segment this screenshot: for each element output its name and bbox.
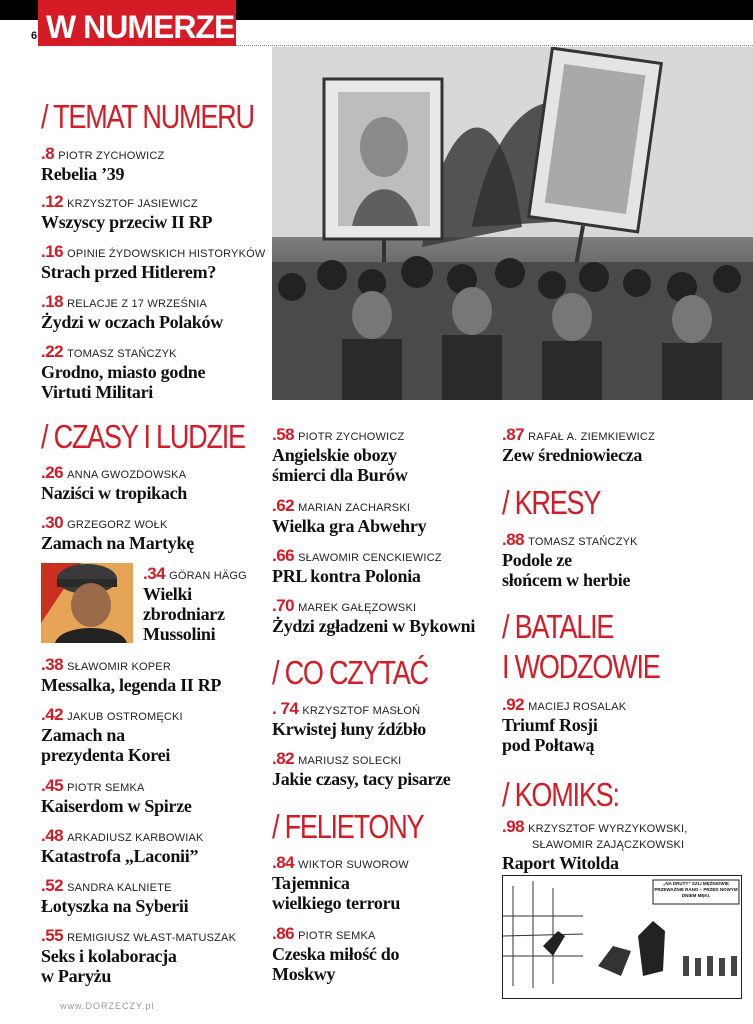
entry-title: Wielka gra Abwehry bbox=[272, 516, 427, 536]
entry-page-number: .87 bbox=[502, 425, 525, 444]
entry-page-number: .18 bbox=[41, 292, 64, 311]
entry-title: Strach przed Hitlerem? bbox=[41, 262, 217, 282]
entry-title-line2: słońcem w herbie bbox=[502, 570, 631, 590]
comic-speech-bubble: „NA DRUTY” SZLI MĘŻNIOWIE PRZEWAŻNIE RANO – PRZED NOWYM DNIEM MĘKI. bbox=[654, 881, 738, 898]
entry-title: Jakie czasy, tacy pisarze bbox=[272, 769, 451, 789]
mussolini-portrait bbox=[41, 563, 133, 643]
entry-page-number: .16 bbox=[41, 242, 64, 261]
section-czasy-i-ludzie: / CZASY I LUDZIE bbox=[41, 418, 245, 455]
entry-author: RELACJE Z 17 WRZEŚNIA bbox=[67, 298, 208, 310]
entry-page-number: .30 bbox=[41, 513, 64, 532]
toc-entry[interactable] bbox=[272, 699, 426, 739]
section-komiks: / KOMIKS: bbox=[502, 776, 619, 813]
header-divider bbox=[236, 45, 753, 46]
cover-photo bbox=[272, 47, 753, 400]
page-header-title: W NUMERZE bbox=[38, 0, 236, 46]
toc-entry[interactable] bbox=[272, 546, 442, 586]
entry-page-number: .92 bbox=[502, 695, 525, 714]
entry-author: KRZYSZTOF MASŁOŃ bbox=[302, 705, 421, 717]
toc-entry[interactable] bbox=[41, 342, 205, 402]
entry-page-number: .66 bbox=[272, 546, 295, 565]
entry-title: Zew średniowiecza bbox=[502, 445, 643, 465]
entry-title: PRL kontra Polonia bbox=[272, 566, 421, 586]
section-batalie-line1: / BATALIE bbox=[502, 608, 614, 645]
entry-author: PIOTR ZYCHOWICZ bbox=[298, 431, 405, 443]
entry-title-line2: wielkiego terroru bbox=[272, 893, 401, 913]
entry-title: Żydzi w oczach Polaków bbox=[41, 312, 223, 332]
toc-entry[interactable] bbox=[41, 705, 183, 765]
toc-entry[interactable] bbox=[272, 496, 426, 536]
toc-entry[interactable] bbox=[272, 924, 399, 984]
entry-author: MARIAN ZACHARSKI bbox=[298, 502, 411, 514]
entry-author: GÖRAN HÄGG bbox=[169, 570, 247, 582]
entry-author: GRZEGORZ WOŁK bbox=[67, 519, 168, 531]
entry-title: Angielskie obozy bbox=[272, 445, 397, 465]
toc-entry[interactable] bbox=[41, 776, 192, 816]
entry-author: PIOTR SEMKA bbox=[67, 782, 145, 794]
entry-page-number: .62 bbox=[272, 496, 295, 515]
entry-title: Zamach na Martykę bbox=[41, 533, 194, 553]
entry-page-number: .26 bbox=[41, 463, 64, 482]
entry-title: Triumf Rosji bbox=[502, 715, 598, 735]
entry-author-line2: SŁAWOMIR ZAJĄCZKOWSKI bbox=[532, 839, 685, 851]
entry-page-number: .55 bbox=[41, 926, 64, 945]
entry-author: SŁAWOMIR CENCKIEWICZ bbox=[298, 552, 442, 564]
entry-page-number: .42 bbox=[41, 705, 64, 724]
entry-title-line2: w Paryżu bbox=[41, 966, 112, 986]
entry-author: ARKADIUSZ KARBOWIAK bbox=[67, 832, 204, 844]
entry-page-number: .38 bbox=[41, 655, 64, 674]
toc-entry[interactable] bbox=[502, 425, 655, 465]
entry-author: JAKUB OSTROMĘCKI bbox=[67, 711, 183, 723]
entry-author: MACIEJ ROSALAK bbox=[528, 701, 627, 713]
entry-author: TOMASZ STAŃCZYK bbox=[67, 348, 177, 360]
section-kresy: / KRESY bbox=[502, 484, 601, 521]
entry-page-number: .88 bbox=[502, 530, 525, 549]
toc-entry[interactable] bbox=[41, 463, 187, 503]
toc-entry[interactable] bbox=[41, 655, 221, 695]
comic-panel bbox=[502, 875, 742, 999]
entry-title-line2: Virtuti Militari bbox=[41, 382, 153, 402]
entry-title: Seks i kolaboracja bbox=[41, 946, 177, 966]
toc-entry[interactable] bbox=[41, 242, 265, 282]
toc-entry[interactable] bbox=[41, 192, 212, 232]
entry-title: Tajemnica bbox=[272, 873, 350, 893]
toc-entry[interactable] bbox=[143, 564, 247, 644]
entry-title-line2: Moskwy bbox=[272, 964, 336, 984]
entry-title: Wielki bbox=[143, 584, 192, 604]
entry-title-line2: prezydenta Korei bbox=[41, 745, 171, 765]
toc-entry[interactable] bbox=[272, 596, 475, 636]
toc-entry[interactable] bbox=[272, 425, 408, 485]
entry-author: PIOTR SEMKA bbox=[298, 930, 376, 942]
entry-page-number: .12 bbox=[41, 192, 64, 211]
toc-entry[interactable] bbox=[41, 144, 164, 184]
entry-author: KRZYSZTOF WYRZYKOWSKI, bbox=[528, 823, 688, 835]
entry-author: ANNA GWOZDOWSKA bbox=[67, 469, 187, 481]
entry-page-number: .58 bbox=[272, 425, 295, 444]
entry-author: TOMASZ STAŃCZYK bbox=[528, 536, 638, 548]
entry-page-number: .22 bbox=[41, 342, 64, 361]
entry-author: KRZYSZTOF JASIEWICZ bbox=[67, 198, 198, 210]
entry-author: WIKTOR SUWOROW bbox=[298, 859, 409, 871]
entry-page-number: .34 bbox=[143, 564, 166, 583]
page-number: 6 bbox=[31, 30, 38, 42]
entry-title: Rebelia ’39 bbox=[41, 164, 125, 184]
entry-author: MARIUSZ SOLECKI bbox=[298, 755, 402, 767]
toc-entry[interactable] bbox=[41, 926, 236, 986]
entry-title: Wszyscy przeciw II RP bbox=[41, 212, 213, 232]
entry-author: OPINIE ŻYDOWSKICH HISTORYKÓW bbox=[67, 248, 266, 260]
toc-entry[interactable] bbox=[502, 530, 638, 590]
section-co-czytac: / CO CZYTAĆ bbox=[272, 654, 428, 691]
entry-page-number: .8 bbox=[41, 144, 55, 163]
entry-page-number: .86 bbox=[272, 924, 295, 943]
entry-title: Raport Witolda bbox=[502, 853, 619, 873]
entry-page-number: .84 bbox=[272, 853, 295, 872]
entry-page-number: .98 bbox=[502, 817, 525, 836]
entry-page-number: .82 bbox=[272, 749, 295, 768]
entry-author: SŁAWOMIR KOPER bbox=[67, 661, 171, 673]
entry-title: Grodno, miasto godne bbox=[41, 362, 206, 382]
entry-title-line2: pod Połtawą bbox=[502, 735, 595, 755]
section-temat-numeru: / TEMAT NUMERU bbox=[41, 98, 254, 135]
section-felietony: / FELIETONY bbox=[272, 808, 424, 845]
entry-title: Krwistej łuny źdźbło bbox=[272, 719, 426, 739]
toc-entry[interactable] bbox=[41, 876, 188, 916]
entry-title: Łotyszka na Syberii bbox=[41, 896, 189, 916]
entry-title-line2: zbrodniarz bbox=[143, 604, 225, 624]
entry-author: MAREK GAŁĘZOWSKI bbox=[298, 602, 417, 614]
toc-entry[interactable] bbox=[41, 513, 194, 553]
toc-entry[interactable] bbox=[502, 817, 688, 873]
footer-url: www.DORZECZY.pl bbox=[60, 1001, 155, 1011]
entry-title: Katastrofa „Laconii” bbox=[41, 846, 199, 866]
entry-author: REMIGIUSZ WŁAST-MATUSZAK bbox=[67, 932, 237, 944]
entry-title-line3: Mussolini bbox=[143, 624, 216, 644]
entry-page-number: .48 bbox=[41, 826, 64, 845]
entry-title-line2: śmierci dla Burów bbox=[272, 465, 408, 485]
entry-page-number: .70 bbox=[272, 596, 295, 615]
section-batalie-line2: I WODZOWIE bbox=[502, 648, 660, 685]
toc-entry[interactable] bbox=[272, 749, 450, 789]
entry-page-number: . 74 bbox=[272, 699, 299, 718]
entry-title: Kaiserdom w Spirze bbox=[41, 796, 192, 816]
entry-title: Naziści w tropikach bbox=[41, 483, 187, 503]
entry-title: Messalka, legenda II RP bbox=[41, 675, 222, 695]
entry-title: Podole ze bbox=[502, 550, 572, 570]
entry-author: RAFAŁ A. ZIEMKIEWICZ bbox=[528, 431, 655, 443]
entry-page-number: .52 bbox=[41, 876, 64, 895]
entry-author: SANDRA KALNIETE bbox=[67, 882, 172, 894]
entry-title: Żydzi zgładzeni w Bykowni bbox=[272, 616, 476, 636]
entry-author: PIOTR ZYCHOWICZ bbox=[58, 150, 165, 162]
toc-entry[interactable] bbox=[41, 292, 223, 332]
entry-title: Zamach na bbox=[41, 725, 125, 745]
entry-page-number: .45 bbox=[41, 776, 64, 795]
entry-title: Czeska miłość do bbox=[272, 944, 400, 964]
toc-entry[interactable] bbox=[41, 826, 204, 866]
toc-entry[interactable] bbox=[502, 695, 626, 755]
toc-entry[interactable] bbox=[272, 853, 409, 913]
